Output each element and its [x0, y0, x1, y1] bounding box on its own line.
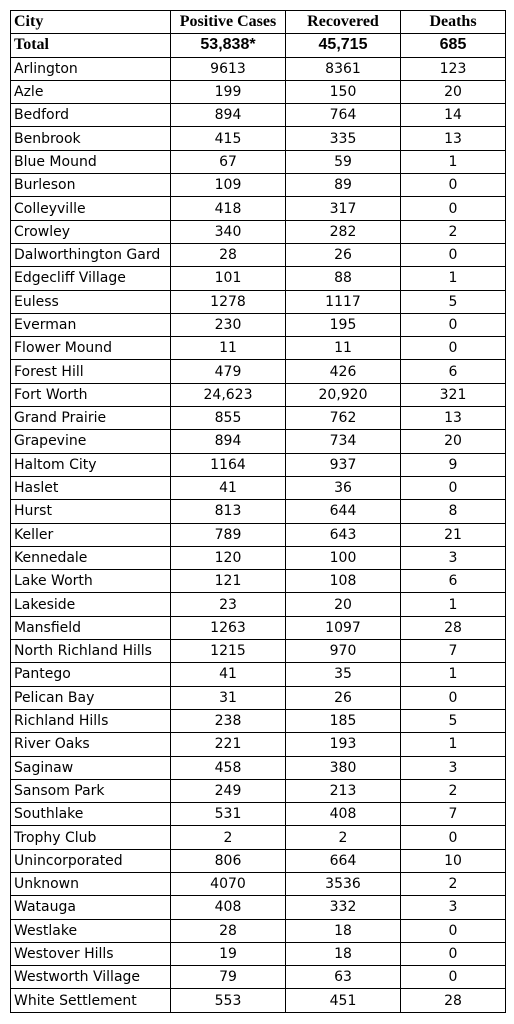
recovered-cell: 764: [286, 104, 401, 127]
recovered-cell: 3536: [286, 872, 401, 895]
positive-cases-cell: 19: [171, 942, 286, 965]
table-row: [11, 407, 506, 430]
recovered-cell: 451: [286, 989, 401, 1012]
positive-cases-cell: 415: [171, 127, 286, 150]
city-cell: Grand Prairie: [11, 407, 171, 430]
table-row: [11, 803, 506, 826]
recovered-cell: 59: [286, 150, 401, 173]
table-row: [11, 919, 506, 942]
covid-cases-table: [10, 10, 506, 1013]
positive-cases-cell: 79: [171, 966, 286, 989]
recovered-cell: 18: [286, 919, 401, 942]
table-row: [11, 313, 506, 336]
recovered-cell: 11: [286, 337, 401, 360]
recovered-cell: 108: [286, 570, 401, 593]
city-cell: White Settlement: [11, 989, 171, 1012]
city-cell: Lake Worth: [11, 570, 171, 593]
table-row: [11, 826, 506, 849]
city-cell: Crowley: [11, 220, 171, 243]
recovered-cell: 150: [286, 80, 401, 103]
recovered-cell: 35: [286, 663, 401, 686]
recovered-cell: 2: [286, 826, 401, 849]
deaths-cell: 14: [401, 104, 506, 127]
positive-cases-cell: 67: [171, 150, 286, 173]
table-row: [11, 430, 506, 453]
recovered-cell: 195: [286, 313, 401, 336]
positive-cases-cell: 340: [171, 220, 286, 243]
deaths-cell: 0: [401, 243, 506, 266]
table-row: [11, 337, 506, 360]
city-cell: Westworth Village: [11, 966, 171, 989]
positive-cases-cell: 458: [171, 756, 286, 779]
table-row: [11, 523, 506, 546]
table-row: [11, 849, 506, 872]
deaths-cell: 1: [401, 733, 506, 756]
recovered-cell: 26: [286, 243, 401, 266]
deaths-cell: 0: [401, 476, 506, 499]
deaths-cell: 2: [401, 220, 506, 243]
table-row: [11, 966, 506, 989]
recovered-cell: 89: [286, 174, 401, 197]
deaths-cell: 9: [401, 453, 506, 476]
positive-cases-cell: 28: [171, 919, 286, 942]
table-row: [11, 360, 506, 383]
positive-cases-cell: 28: [171, 243, 286, 266]
city-cell: North Richland Hills: [11, 640, 171, 663]
city-cell: Sansom Park: [11, 779, 171, 802]
table-row: [11, 942, 506, 965]
positive-cases-cell: 109: [171, 174, 286, 197]
deaths-cell: 10: [401, 849, 506, 872]
table-row: [11, 640, 506, 663]
positive-cases-cell: 41: [171, 476, 286, 499]
positive-cases-cell: 230: [171, 313, 286, 336]
table-row: [11, 663, 506, 686]
total-recovered: 45,715: [286, 34, 401, 57]
city-cell: Dalworthington Gard: [11, 243, 171, 266]
recovered-cell: 408: [286, 803, 401, 826]
positive-cases-cell: 1263: [171, 616, 286, 639]
table-row: [11, 709, 506, 732]
deaths-cell: 6: [401, 360, 506, 383]
positive-cases-cell: 531: [171, 803, 286, 826]
city-cell: Azle: [11, 80, 171, 103]
deaths-cell: 2: [401, 872, 506, 895]
city-cell: Euless: [11, 290, 171, 313]
table-row: [11, 896, 506, 919]
positive-cases-cell: 11: [171, 337, 286, 360]
table-row: [11, 150, 506, 173]
deaths-cell: 123: [401, 57, 506, 80]
recovered-cell: 36: [286, 476, 401, 499]
positive-cases-cell: 894: [171, 104, 286, 127]
deaths-cell: 0: [401, 313, 506, 336]
positive-cases-cell: 221: [171, 733, 286, 756]
city-cell: Forest Hill: [11, 360, 171, 383]
recovered-cell: 63: [286, 966, 401, 989]
table-row: [11, 453, 506, 476]
recovered-cell: 734: [286, 430, 401, 453]
city-cell: Keller: [11, 523, 171, 546]
deaths-cell: 20: [401, 430, 506, 453]
total-deaths: 685: [401, 34, 506, 57]
positive-cases-cell: 2: [171, 826, 286, 849]
table-row: [11, 733, 506, 756]
positive-cases-cell: 249: [171, 779, 286, 802]
positive-cases-cell: 121: [171, 570, 286, 593]
total-positive-cases: 53,838*: [171, 34, 286, 57]
city-cell: Flower Mound: [11, 337, 171, 360]
positive-cases-cell: 1215: [171, 640, 286, 663]
recovered-cell: 1117: [286, 290, 401, 313]
positive-cases-cell: 855: [171, 407, 286, 430]
positive-cases-cell: 1278: [171, 290, 286, 313]
positive-cases-cell: 41: [171, 663, 286, 686]
deaths-cell: 20: [401, 80, 506, 103]
deaths-cell: 5: [401, 709, 506, 732]
deaths-cell: 28: [401, 989, 506, 1012]
city-cell: Haslet: [11, 476, 171, 499]
recovered-cell: 185: [286, 709, 401, 732]
deaths-cell: 3: [401, 546, 506, 569]
table-row: [11, 500, 506, 523]
positive-cases-cell: 1164: [171, 453, 286, 476]
table-row: [11, 872, 506, 895]
city-cell: Westlake: [11, 919, 171, 942]
recovered-cell: 762: [286, 407, 401, 430]
recovered-cell: 88: [286, 267, 401, 290]
positive-cases-cell: 553: [171, 989, 286, 1012]
table-row: [11, 104, 506, 127]
positive-cases-cell: 408: [171, 896, 286, 919]
positive-cases-cell: 120: [171, 546, 286, 569]
deaths-cell: 1: [401, 150, 506, 173]
city-cell: Watauga: [11, 896, 171, 919]
positive-cases-cell: 806: [171, 849, 286, 872]
city-cell: Unincorporated: [11, 849, 171, 872]
table-row: [11, 174, 506, 197]
deaths-cell: 2: [401, 779, 506, 802]
positive-cases-cell: 101: [171, 267, 286, 290]
city-cell: Grapevine: [11, 430, 171, 453]
positive-cases-cell: 23: [171, 593, 286, 616]
table-row: [11, 756, 506, 779]
header-city: City: [11, 11, 171, 34]
city-cell: Fort Worth: [11, 383, 171, 406]
table-row: [11, 220, 506, 243]
deaths-cell: 0: [401, 966, 506, 989]
recovered-cell: 664: [286, 849, 401, 872]
header-recovered: Recovered: [286, 11, 401, 34]
header-row: [11, 11, 506, 34]
recovered-cell: 18: [286, 942, 401, 965]
city-cell: Haltom City: [11, 453, 171, 476]
recovered-cell: 937: [286, 453, 401, 476]
city-cell: River Oaks: [11, 733, 171, 756]
positive-cases-cell: 31: [171, 686, 286, 709]
table-row: [11, 989, 506, 1012]
city-cell: Benbrook: [11, 127, 171, 150]
recovered-cell: 644: [286, 500, 401, 523]
deaths-cell: 0: [401, 174, 506, 197]
city-cell: Westover Hills: [11, 942, 171, 965]
deaths-cell: 13: [401, 407, 506, 430]
city-cell: Hurst: [11, 500, 171, 523]
positive-cases-cell: 789: [171, 523, 286, 546]
city-cell: Bedford: [11, 104, 171, 127]
table-row: [11, 546, 506, 569]
city-cell: Mansfield: [11, 616, 171, 639]
recovered-cell: 193: [286, 733, 401, 756]
deaths-cell: 7: [401, 640, 506, 663]
table-row: [11, 476, 506, 499]
table-row: [11, 127, 506, 150]
deaths-cell: 28: [401, 616, 506, 639]
table-row: [11, 243, 506, 266]
deaths-cell: 0: [401, 337, 506, 360]
city-cell: Arlington: [11, 57, 171, 80]
table-row: [11, 267, 506, 290]
table-row: [11, 686, 506, 709]
city-cell: Everman: [11, 313, 171, 336]
deaths-cell: 3: [401, 896, 506, 919]
city-cell: Kennedale: [11, 546, 171, 569]
recovered-cell: 335: [286, 127, 401, 150]
recovered-cell: 1097: [286, 616, 401, 639]
table-row: [11, 290, 506, 313]
table-row: [11, 779, 506, 802]
city-cell: Lakeside: [11, 593, 171, 616]
deaths-cell: 0: [401, 942, 506, 965]
city-cell: Southlake: [11, 803, 171, 826]
recovered-cell: 317: [286, 197, 401, 220]
deaths-cell: 321: [401, 383, 506, 406]
deaths-cell: 13: [401, 127, 506, 150]
recovered-cell: 282: [286, 220, 401, 243]
positive-cases-cell: 238: [171, 709, 286, 732]
positive-cases-cell: 894: [171, 430, 286, 453]
recovered-cell: 100: [286, 546, 401, 569]
recovered-cell: 26: [286, 686, 401, 709]
deaths-cell: 21: [401, 523, 506, 546]
positive-cases-cell: 199: [171, 80, 286, 103]
table-row: [11, 57, 506, 80]
deaths-cell: 1: [401, 267, 506, 290]
positive-cases-cell: 24,623: [171, 383, 286, 406]
total-label: Total: [11, 34, 171, 57]
positive-cases-cell: 479: [171, 360, 286, 383]
positive-cases-cell: 813: [171, 500, 286, 523]
recovered-cell: 426: [286, 360, 401, 383]
recovered-cell: 213: [286, 779, 401, 802]
positive-cases-cell: 418: [171, 197, 286, 220]
city-cell: Richland Hills: [11, 709, 171, 732]
deaths-cell: 1: [401, 663, 506, 686]
deaths-cell: 3: [401, 756, 506, 779]
recovered-cell: 970: [286, 640, 401, 663]
recovered-cell: 20: [286, 593, 401, 616]
deaths-cell: 6: [401, 570, 506, 593]
city-cell: Saginaw: [11, 756, 171, 779]
recovered-cell: 20,920: [286, 383, 401, 406]
table-row: [11, 593, 506, 616]
deaths-cell: 0: [401, 919, 506, 942]
table-row: [11, 197, 506, 220]
header-deaths: Deaths: [401, 11, 506, 34]
table-body: [11, 34, 506, 1012]
deaths-cell: 1: [401, 593, 506, 616]
recovered-cell: 380: [286, 756, 401, 779]
table-row: [11, 383, 506, 406]
city-cell: Colleyville: [11, 197, 171, 220]
deaths-cell: 8: [401, 500, 506, 523]
deaths-cell: 0: [401, 686, 506, 709]
city-cell: Pantego: [11, 663, 171, 686]
recovered-cell: 643: [286, 523, 401, 546]
city-cell: Trophy Club: [11, 826, 171, 849]
table-row: [11, 616, 506, 639]
recovered-cell: 8361: [286, 57, 401, 80]
city-cell: Edgecliff Village: [11, 267, 171, 290]
header-positive-cases: Positive Cases: [171, 11, 286, 34]
deaths-cell: 5: [401, 290, 506, 313]
city-cell: Pelican Bay: [11, 686, 171, 709]
city-cell: Burleson: [11, 174, 171, 197]
table-row: [11, 570, 506, 593]
positive-cases-cell: 9613: [171, 57, 286, 80]
city-cell: Unknown: [11, 872, 171, 895]
deaths-cell: 0: [401, 826, 506, 849]
positive-cases-cell: 4070: [171, 872, 286, 895]
total-row: [11, 34, 506, 57]
city-cell: Blue Mound: [11, 150, 171, 173]
table-row: [11, 80, 506, 103]
deaths-cell: 7: [401, 803, 506, 826]
table-header: [11, 11, 506, 34]
deaths-cell: 0: [401, 197, 506, 220]
recovered-cell: 332: [286, 896, 401, 919]
